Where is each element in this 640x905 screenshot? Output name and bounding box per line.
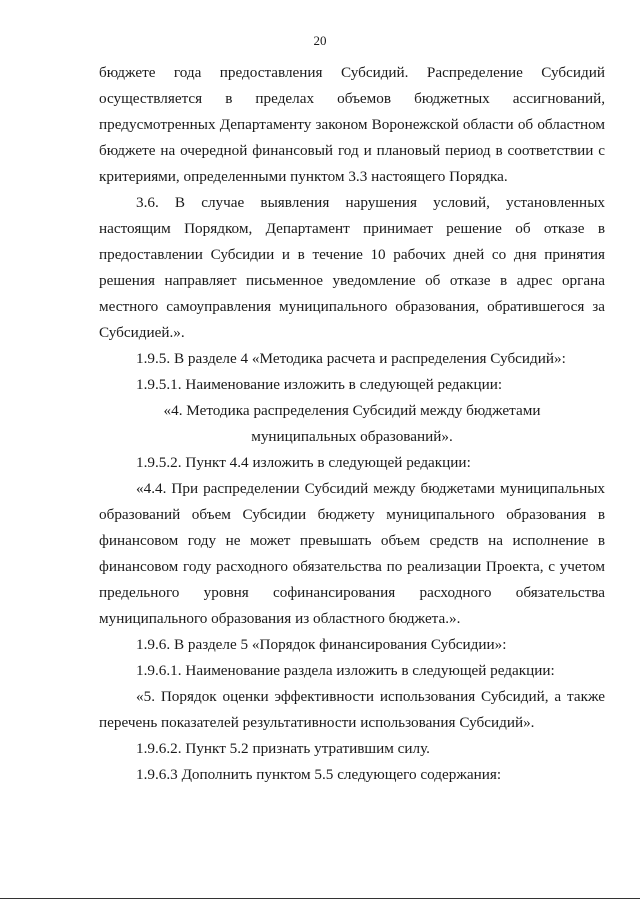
text-line: «5. Порядок оценки эффективности использования Субсидий, а также	[136, 688, 605, 705]
text-line: критериями, определенными пунктом 3.3 настоящего Порядка.	[99, 168, 508, 185]
document-body	[99, 60, 605, 788]
text-line: решения направляет письменное уведомление об отказе в адрес органа	[99, 272, 605, 289]
text-line: Субсидией.».	[99, 324, 185, 341]
text-line: финансовом году расходного обязательства по реализации Проекта, с учетом	[99, 558, 605, 575]
text-line: 1.9.6.2. Пункт 5.2 признать утратившим силу.	[136, 740, 430, 757]
text-line: 1.9.5.1. Наименование изложить в следующей редакции:	[136, 376, 503, 393]
text-line: бюджете на очередной финансовый год и плановый период в соответствии с	[99, 142, 605, 159]
text-line: 1.9.6. В разделе 5 «Порядок финансирования Субсидии»:	[136, 636, 507, 653]
text-line: образований объем Субсидии бюджету муниципального образования в	[99, 506, 605, 523]
text-line: перечень показателей результативности использования Субсидий».	[99, 714, 535, 731]
text-line: 3.6. В случае выявления нарушения условий, установленных	[136, 194, 605, 211]
text-line: муниципальных образований».	[251, 428, 453, 445]
text-line: настоящим Порядком, Департамент принимает решение об отказе в	[99, 220, 605, 237]
page-number: 20	[313, 33, 327, 48]
text-line: «4. Методика распределения Субсидий между бюджетами	[163, 402, 541, 419]
text-line: предоставлении Субсидии и в течение 10 рабочих дней со дня принятия	[99, 246, 605, 263]
text-line: местного самоуправления муниципального образования, обратившегося за	[99, 298, 605, 315]
text-line: предусмотренных Департаменту законом Воронежской области об областном	[99, 116, 605, 133]
text-line: «4.4. При распределении Субсидий между бюджетами муниципальных	[136, 480, 605, 497]
text-line: осуществляется в пределах объемов бюджетных ассигнований,	[99, 90, 605, 107]
text-line: 1.9.6.3 Дополнить пунктом 5.5 следующего содержания:	[136, 766, 502, 783]
bottom-rule	[0, 898, 640, 899]
text-line: бюджете года предоставления Субсидий. Распределение Субсидий	[99, 64, 605, 81]
text-line: 1.9.5.2. Пункт 4.4 изложить в следующей редакции:	[136, 454, 471, 471]
text-line: муниципального образования из областного бюджета.».	[99, 610, 461, 627]
text-line: 1.9.6.1. Наименование раздела изложить в следующей редакции:	[136, 662, 555, 679]
text-line: предельного уровня софинансирования расходного обязательства	[99, 584, 605, 601]
text-line: финансовом году не может превышать объем средств на исполнение в	[99, 532, 605, 549]
text-line: 1.9.5. В разделе 4 «Методика расчета и распределения Субсидий»:	[136, 350, 566, 367]
